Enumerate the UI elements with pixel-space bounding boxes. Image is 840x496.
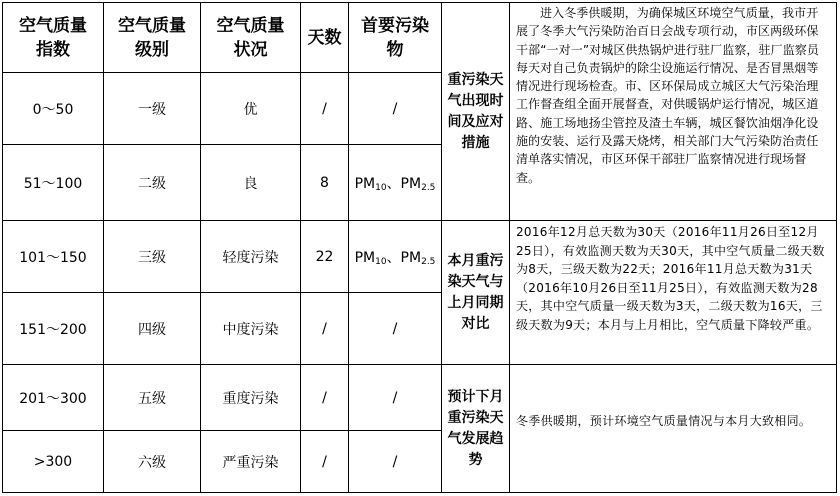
table-header-row — [3, 3, 837, 73]
row-aqi: 0～50 — [3, 73, 104, 145]
row-level: 六级 — [104, 431, 201, 493]
row-status: 重度污染 — [201, 365, 301, 431]
row-pollutant: $PM_{10}$、$PM_{2.5}$ — [349, 145, 442, 221]
section-title-measures: 重污染天气出现时间及应对措施 — [442, 3, 510, 221]
row-level: 三级 — [104, 221, 201, 293]
row-status: 严重污染 — [201, 431, 301, 493]
row-status: 轻度污染 — [201, 221, 301, 293]
air-quality-table — [2, 2, 837, 493]
row-status: 优 — [201, 73, 301, 145]
header-pollutant: 首要污染物 — [349, 3, 442, 73]
row-days: 22 — [301, 221, 349, 293]
table-row — [3, 221, 837, 293]
row-days: / — [301, 365, 349, 431]
row-pollutant: / — [349, 73, 442, 145]
row-aqi: >300 — [3, 431, 104, 493]
row-aqi: 151～200 — [3, 293, 104, 365]
table-row — [3, 365, 837, 431]
row-pollutant: / — [349, 293, 442, 365]
row-level: 一级 — [104, 73, 201, 145]
row-status: 中度污染 — [201, 293, 301, 365]
row-days: 8 — [301, 145, 349, 221]
row-aqi: 201～300 — [3, 365, 104, 431]
row-pollutant: / — [349, 365, 442, 431]
row-level: 五级 — [104, 365, 201, 431]
header-level: 空气质量级别 — [104, 3, 201, 73]
header-aqi: 空气质量指数 — [3, 3, 104, 73]
section-title-comparison: 本月重污染天气与上月同期对比 — [442, 221, 510, 365]
row-aqi: 51～100 — [3, 145, 104, 221]
row-days: / — [301, 431, 349, 493]
row-days: / — [301, 293, 349, 365]
row-pollutant: / — [349, 431, 442, 493]
header-status: 空气质量状况 — [201, 3, 301, 73]
row-days: / — [301, 73, 349, 145]
header-days: 天数 — [301, 3, 349, 73]
section-text-comparison: 2016年12月总天数为30天（2016年11月26日至12月25日），有效监测天数为天30天，其中空气质量二级天数为8天，三级天数为22天；2016年11月总天数为31天（2016年10月26日至11月25日），有效监测天数为28天，其中空气质量一级天数为3天，二级天数为16天，三级天数为9天；本月与上月相比，空气质量下降较严重。 — [510, 221, 837, 365]
row-level: 二级 — [104, 145, 201, 221]
row-pollutant: $PM_{10}$、$PM_{2.5}$ — [349, 221, 442, 293]
section-title-forecast: 预计下月重污染天气发展趋势 — [442, 365, 510, 493]
row-aqi: 101～150 — [3, 221, 104, 293]
row-level: 四级 — [104, 293, 201, 365]
section-text-measures: 进入冬季供暖期，为确保城区环境空气质量，我市开展了冬季大气污染防治百日会战专项行动，市区两级环保干部“一对一”对城区供热锅炉进行驻厂监察，驻厂监察员每天对自己负责锅炉的除尘设施运行情况、是否冒黑烟等情况进行现场检查。市、区环保局成立城区大气污染治理工作督查组全面开展督查，对供暖锅炉运行情况，城区道路、施工场地扬尘管控及渣土车辆，城区餐饮油烟净化设施的安装、运行及露天烧烤，相关部门大气污染防治责任清单落实情况，市区环保干部驻厂监察情况进行现场督查。 — [510, 3, 837, 221]
section-text-forecast: 冬季供暖期，预计环境空气质量情况与本月大致相同。 — [510, 365, 837, 493]
row-status: 良 — [201, 145, 301, 221]
